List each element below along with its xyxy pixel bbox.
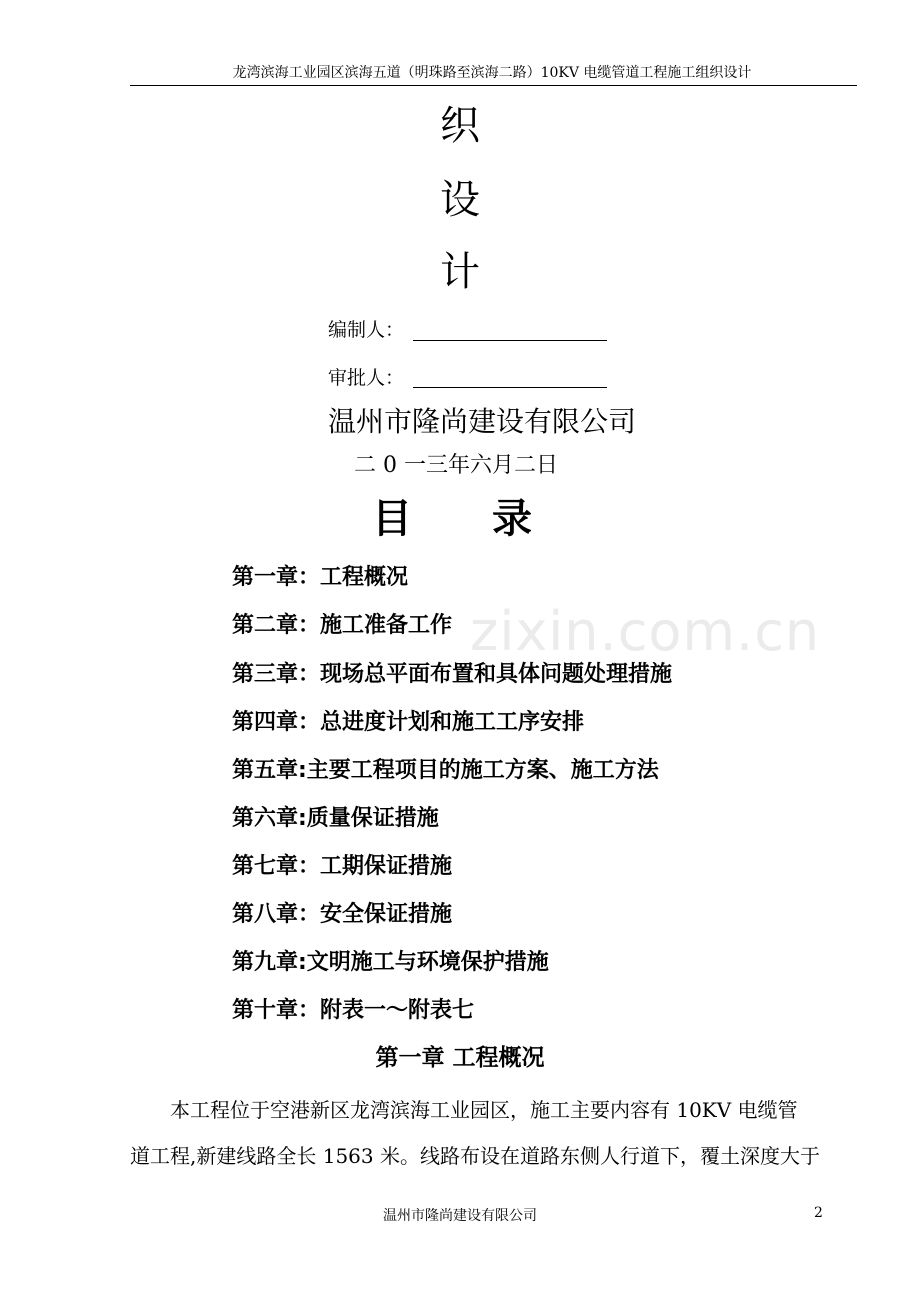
header-title: 龙湾滨海工业园区滨海五道（明珠路至滨海二路）10KV 电缆管道工程施工组织设计 [232, 65, 752, 81]
toc-item[interactable]: 第七章：工期保证措施 [232, 854, 453, 879]
toc-item[interactable]: 第四章：总进度计划和施工工序安排 [232, 710, 585, 735]
compiler-label: 编制人： [328, 319, 405, 341]
toc-title: 目 录 [372, 496, 532, 542]
approver-label: 审批人： [328, 367, 405, 389]
footer-company: 温州市隆尚建设有限公司 [383, 1208, 537, 1224]
paragraph-line: 本工程位于空港新区龙湾滨海工业园区，施工主要内容有 10KV 电缆管 [130, 1098, 798, 1122]
paragraph-line: 道工程,新建线路全长 1563 米。线路布设在道路东侧人行道下，覆土深度大于 [130, 1144, 820, 1168]
page-number: 2 [814, 1205, 823, 1221]
cover-title-char-2: 设 [440, 177, 480, 223]
company-name: 温州市隆尚建设有限公司 [328, 405, 637, 438]
watermark: zixin.com.cn [470, 600, 821, 663]
toc-item[interactable]: 第六章:质量保证措施 [232, 806, 439, 831]
toc-item[interactable]: 第一章：工程概况 [232, 565, 409, 590]
cover-title-char-1: 织 [440, 103, 480, 149]
toc-item[interactable]: 第九章:文明施工与环境保护措施 [232, 950, 549, 975]
toc-item[interactable]: 第二章：施工准备工作 [232, 613, 453, 638]
toc-item[interactable]: 第三章：现场总平面布置和具体问题处理措施 [232, 662, 673, 687]
chapter-heading: 第一章 工程概况 [375, 1045, 545, 1071]
toc-item[interactable]: 第八章：安全保证措施 [232, 902, 453, 927]
compiler-signature-line [413, 340, 607, 341]
toc-item[interactable]: 第五章:主要工程项目的施工方案、施工方法 [232, 758, 659, 783]
approver-signature-line [413, 387, 607, 388]
document-date: 二 0 一三年六月二日 [354, 453, 558, 478]
toc-item[interactable]: 第十章：附表一～附表七 [232, 998, 475, 1023]
cover-title-char-3: 计 [440, 249, 480, 295]
header-rule [130, 85, 857, 86]
